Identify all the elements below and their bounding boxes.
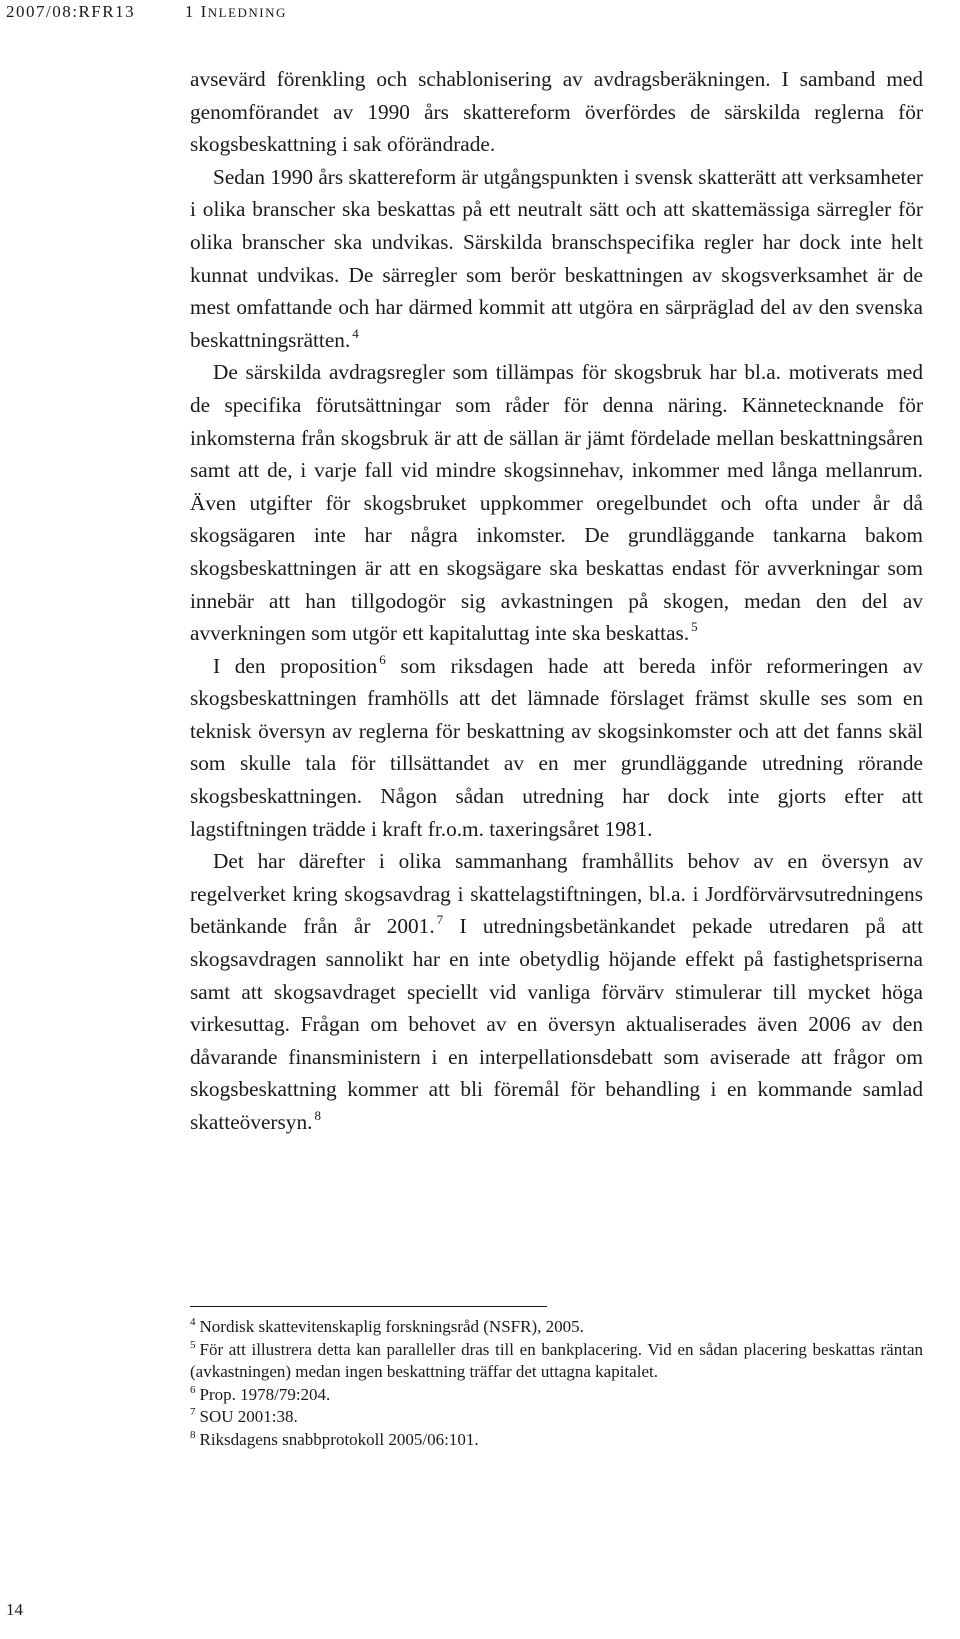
footnote-separator <box>190 1306 547 1307</box>
running-header <box>6 2 287 22</box>
paragraph-2-text: Sedan 1990 års skattereform är utgångspunkten i svensk skatterätt att verksamheter i olika branscher ska beskattas på ett neutralt sätt och att skattemässiga särregler för olika branscher ska undvikas. Särskilda branschspecifika regler har dock inte helt kunnat undvikas. De särregler som berör beskattningen av skogsverksamhet är de mest omfattande och har därmed kommit att utgöra en särpräglad del av den svenska beskattningsrätten. <box>190 164 923 352</box>
paragraph-3-text: De särskilda avdragsregler som tillämpas för skogsbruk har bl.a. motiverats med de specifika förutsättningar som råder för denna näring. Kännetecknande för inkomsterna från skogsbruk är att de sällan är jämt fördelade mellan beskattningsåren samt att de, i varje fall vid mindre skogsinnehav, inkommer med långa mellanrum. Även utgifter för skogsbruket uppkommer oregelbundet och ofta under år då skogsägaren inte har några inkomster. De grundläggande tankarna bakom skogsbeskattningen är att en skogsägare ska beskattas endast för avverkningar som innebär att han tillgodogör sig avkastningen på skogen, medan den del av avverkningen som utgör ett kapitaluttag inte ska beskattas. <box>190 360 923 646</box>
footnote-7 <box>190 1406 923 1429</box>
footnote-number: 5 <box>190 1338 196 1351</box>
footnote-4 <box>190 1316 923 1339</box>
footnote-ref-4[interactable]: 4 <box>352 325 359 341</box>
footnote-text: SOU 2001:38. <box>199 1407 298 1426</box>
paragraph-3 <box>190 356 923 649</box>
paragraph-4 <box>190 650 923 846</box>
footnote-8 <box>190 1429 923 1452</box>
paragraph-2 <box>190 161 923 357</box>
footnote-number: 4 <box>190 1316 196 1328</box>
chapter-title-initial: I <box>200 2 208 21</box>
paragraph-4-text-after: som riksdagen hade att bereda inför reformeringen av skogsbeskattningen framhölls att det lämnade förslaget främst skulle ses som en teknisk översyn av reglerna för beskattning av skogsinkomster och att det fanns skäl som skulle tala för tillsättandet av en mer grundläggande utredning rörande skogsbeskattningen. Någon sådan utredning har dock inte gjorts efter att lagstiftningen trädde i kraft fr.o.m. taxeringsåret 1981. <box>190 653 923 841</box>
paragraph-4-text-before: I den proposition <box>213 653 378 678</box>
chapter-heading <box>185 2 287 21</box>
footnote-number: 7 <box>190 1406 196 1418</box>
footnotes <box>190 1316 923 1451</box>
footnote-ref-5[interactable]: 5 <box>691 619 698 635</box>
footnote-ref-7[interactable]: 7 <box>436 912 444 928</box>
footnote-text: Prop. 1978/79:204. <box>199 1384 331 1404</box>
paragraph-1 <box>190 63 923 161</box>
paragraph-5-text-before: Det har därefter i olika sammanhang framhållits behov av en översyn av regelverket kring skogsavdrag i skattelagstiftningen, bl.a. i Jordförvärvsutredningens betänkande från år 2001. <box>190 849 923 939</box>
footnote-6 <box>190 1384 923 1407</box>
footnote-ref-8[interactable]: 8 <box>314 1108 321 1123</box>
document-id: 2007/08:RFR13 <box>6 2 136 21</box>
chapter-title-rest: NLEDNING <box>207 5 287 20</box>
body-text <box>190 63 923 1139</box>
chapter-number: 1 <box>184 2 195 21</box>
footnote-ref-6[interactable]: 6 <box>379 651 386 667</box>
paragraph-1-text: avsevärd förenkling och schablonisering av avdragsberäkningen. I samband med genomförandet av 1990 års skattereform överfördes de särskilda reglerna för skogsbeskattning i sak oförändrade. <box>190 67 923 157</box>
paragraph-5 <box>190 845 923 1138</box>
footnote-text: För att illustrera detta kan paralleller dras till en bankplacering. Vid en sådan placering beskattas räntan (avkastningen) medan ingen beskattning träffar det uttagna kapitalet. <box>190 1339 923 1381</box>
footnote-5 <box>190 1339 923 1384</box>
paragraph-5-text-after: I utredningsbetänkandet pekade utredaren på att skogsavdragen sannolikt har en inte obetydlig höjande effekt på fastighetspriserna samt att skogsavdraget speciellt vid vanliga förvärv stimulerar till mycket höga virkesuttag. Frågan om behovet av en översyn aktualiserades även 2006 av den dåvarande finansministern i en interpellationsdebatt som aviserade att frågor om skogsbeskattning kommer att bli föremål för behandling i en kommande samlad skatteöversyn. <box>190 914 923 1134</box>
footnote-text: Nordisk skattevitenskaplig forskningsråd (NSFR), 2005. <box>199 1317 584 1336</box>
footnote-text: Riksdagens snabbprotokoll 2005/06:101. <box>199 1429 479 1449</box>
page-number: 14 <box>6 1600 23 1619</box>
footnote-number: 8 <box>190 1428 196 1441</box>
footnote-number: 6 <box>190 1383 196 1396</box>
